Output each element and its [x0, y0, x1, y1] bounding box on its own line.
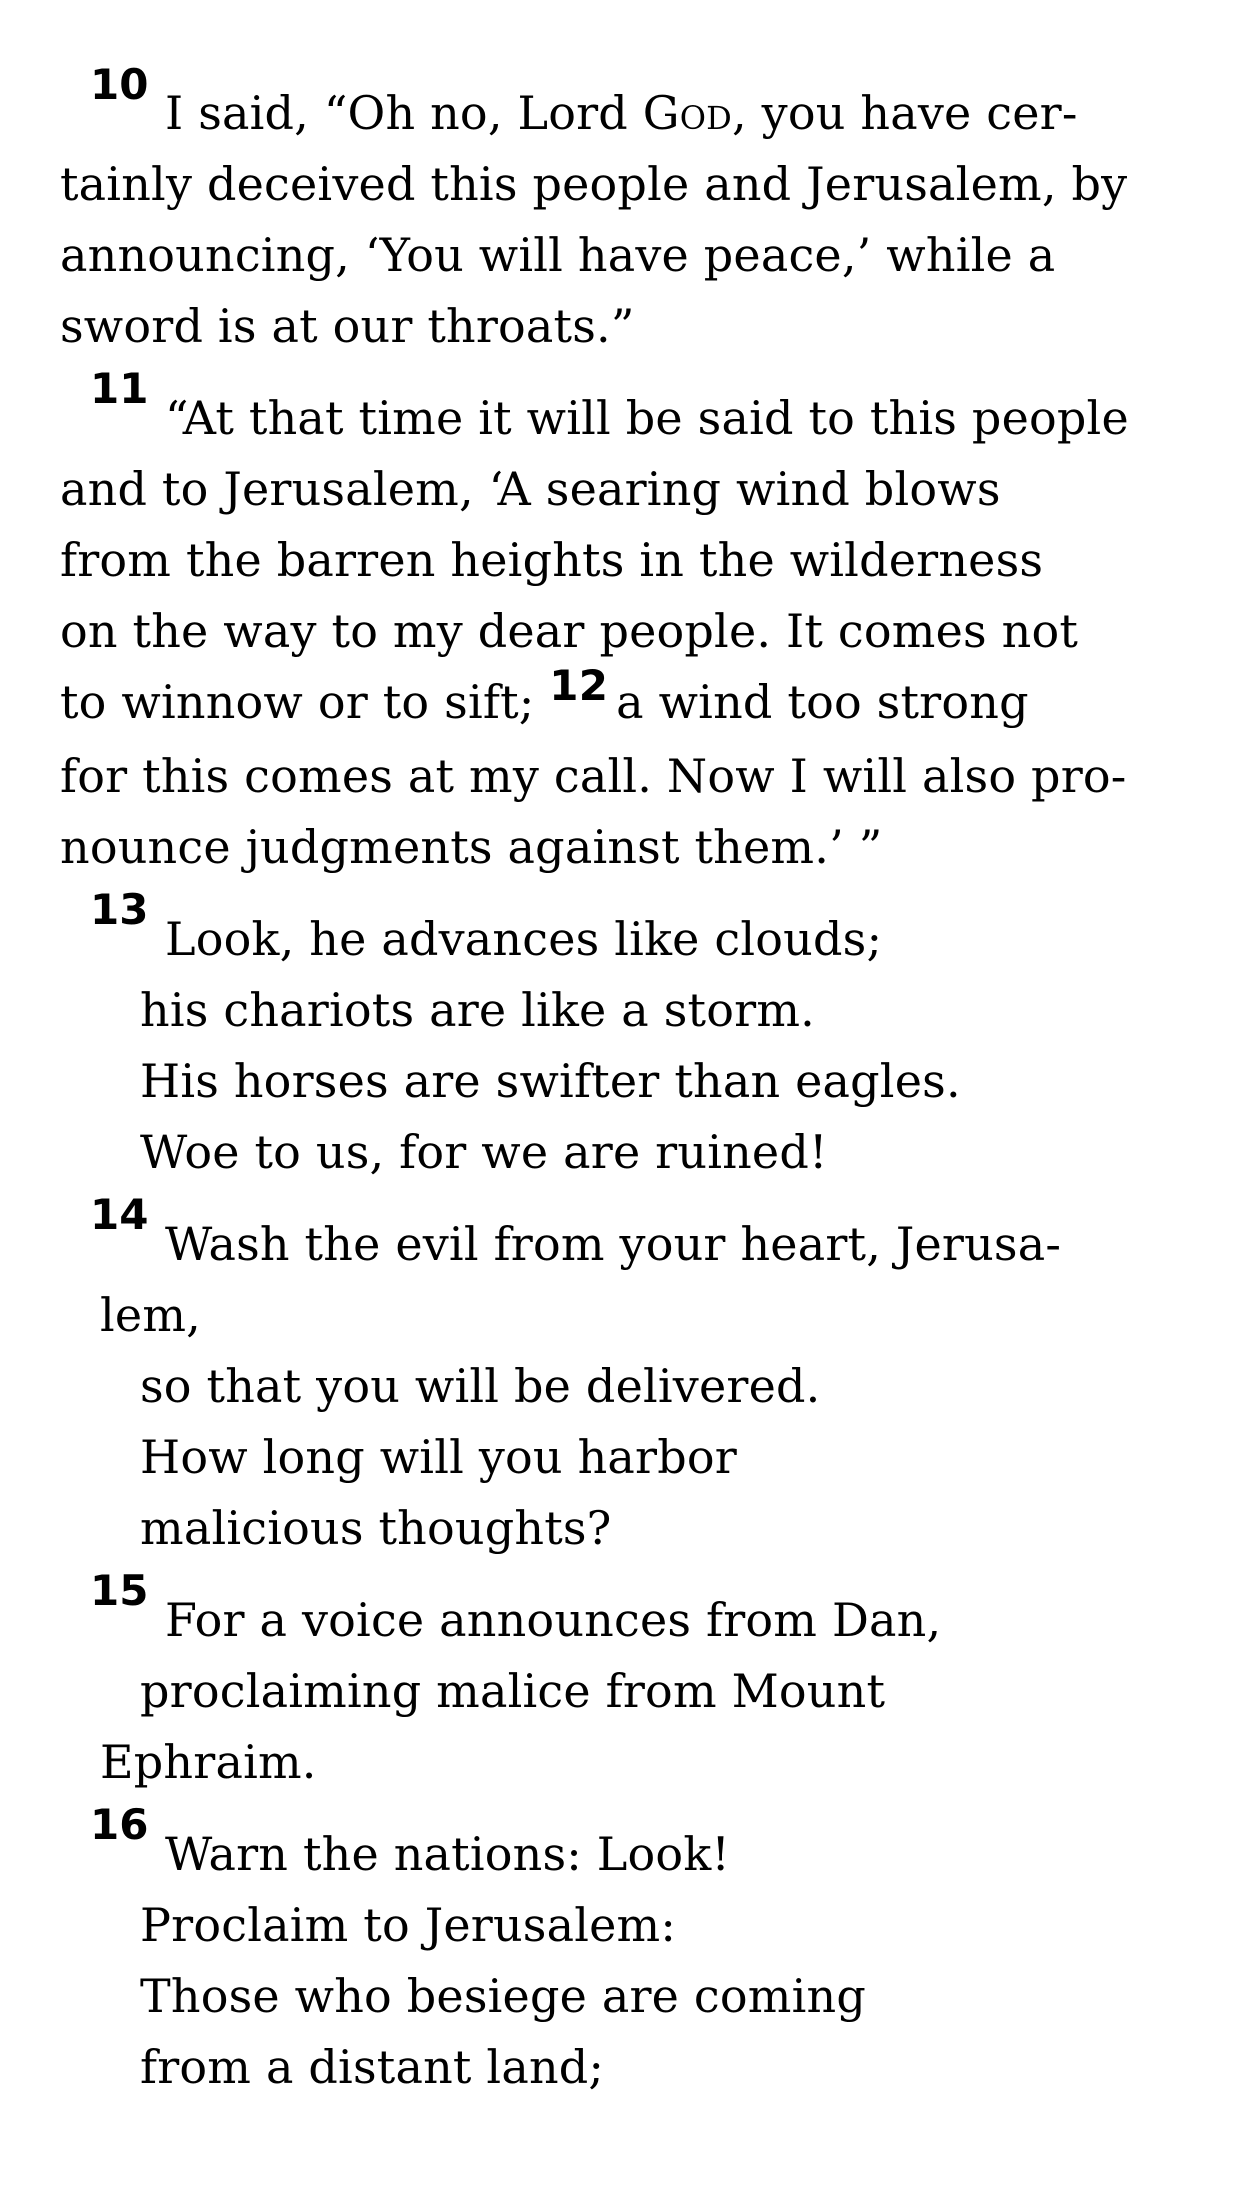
verse-16-line-2: Proclaim to Jerusalem:	[140, 1898, 677, 1952]
verse-13-line-4: Woe to us, for we are ruined!	[140, 1125, 828, 1179]
verse-13-line-2: his chariots are like a storm.	[140, 983, 815, 1037]
verse-11-line-3: from the barren heights in the wilderness	[60, 533, 1044, 587]
verse-11-line-7: nounce judgments against them.’ ”	[60, 820, 883, 874]
verse-number-10: 10	[90, 60, 149, 109]
verse-11-line-6: for this comes at my call. Now I will also pro-	[60, 749, 1127, 803]
verse-15-line-2: proclaiming malice from Mount	[140, 1664, 886, 1718]
verse-11-line-1: “At that time it will be said to this people	[165, 391, 1129, 445]
text-segment: to winnow or to sift;	[60, 675, 550, 729]
verse-number-11: 11	[90, 364, 149, 413]
verse-13-line-1: Look, he advances like clouds;	[165, 912, 883, 966]
verse-14-line-2: lem,	[100, 1288, 201, 1342]
verse-14-line-5: malicious thoughts?	[140, 1501, 612, 1555]
verse-11-line-4: on the way to my dear people. It comes not	[60, 604, 1079, 658]
verse-14-line-1: Wash the evil from your heart, Jerusa-	[165, 1217, 1062, 1271]
verse-10-line-1	[165, 83, 1078, 143]
verse-16-line-3: Those who besiege are coming	[140, 1969, 866, 2023]
text-segment: a wind too strong	[616, 675, 1029, 729]
verse-number-14: 14	[90, 1190, 149, 1239]
verse-10-line-4: sword is at our throats.”	[60, 299, 635, 353]
verse-10-line-3: announcing, ‘You will have peace,’ while a	[60, 228, 1056, 282]
verse-10-line-2: tainly deceived this people and Jerusalem, by	[60, 157, 1128, 211]
verse-number-16: 16	[90, 1800, 149, 1849]
verse-16-line-4: from a distant land;	[140, 2040, 605, 2094]
verse-16-line-1: Warn the nations: Look!	[165, 1827, 731, 1881]
verse-14-line-3: so that you will be delivered.	[140, 1359, 821, 1413]
verse-15-line-3: Ephraim.	[100, 1735, 317, 1789]
verse-15-line-1: For a voice announces from Dan,	[165, 1593, 942, 1647]
text-segment: I said, “Oh no, Lord	[165, 86, 643, 140]
small-caps-god: God	[642, 86, 733, 140]
verse-11-line-5	[60, 661, 1029, 732]
verse-number-12: 12	[549, 661, 609, 710]
verse-11-line-2: and to Jerusalem, ‘A searing wind blows	[60, 462, 1001, 516]
verse-number-15: 15	[90, 1566, 149, 1615]
verse-number-13: 13	[90, 885, 149, 934]
text-segment: , you have cer-	[732, 86, 1078, 140]
verse-14-line-4: How long will you harbor	[140, 1430, 737, 1484]
verse-13-line-3: His horses are swifter than eagles.	[140, 1054, 961, 1108]
